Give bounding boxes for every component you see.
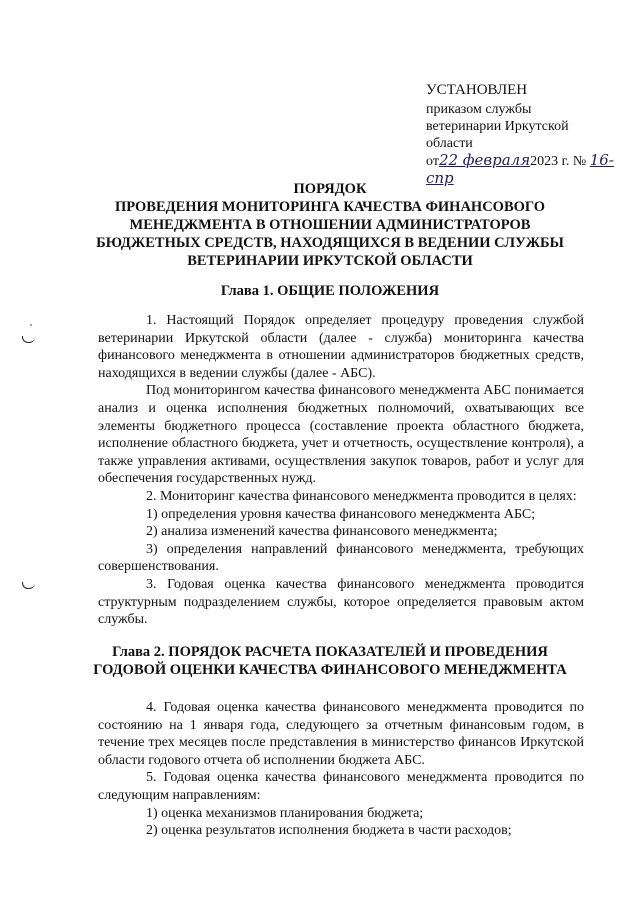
list-item: 3) определения направлений финансового менеджмента, требующих совершенствования.	[98, 541, 584, 575]
handwritten-number: 16-спр	[426, 151, 614, 187]
heading-line: Глава 2. ПОРЯДОК РАСЧЕТА ПОКАЗАТЕЛЕЙ И ПРОВЕДЕНИЯ	[112, 644, 548, 660]
approval-line: приказом службы	[426, 102, 532, 117]
list-item: 1) оценка механизмов планирования бюджета;	[146, 805, 424, 821]
title-line: ВЕТЕРИНАРИИ ИРКУТСКОЙ ОБЛАСТИ	[187, 253, 473, 269]
paragraph: 5. Годовая оценка качества финансового менеджмента проводится по следующим направлениям:	[98, 770, 584, 803]
list-item: 2) анализа изменений качества финансового менеджмента;	[146, 524, 498, 540]
paragraph: 2. Мониторинг качества финансового менеджмента проводится в целях:	[146, 488, 577, 504]
title-line: ПРОВЕДЕНИЯ МОНИТОРИНГА КАЧЕСТВА ФИНАНСОВОГО	[114, 199, 546, 215]
chapter-2-heading	[80, 643, 580, 679]
title-line: ПОРЯДОК	[293, 181, 367, 197]
paragraph: 4. Годовая оценка качества финансового менеджмента проводится по состоянию на 1 января года, следующего за отчетным финансовым годом, в течение трех месяцев после представления в министерство финансов Иркутской области годового отчета об исполнении бюджета АБС.	[98, 700, 584, 768]
paragraph: Под мониторингом качества финансового менеджмента АБС понимается анализ и оценка исполнения бюджетных полномочий, охватывающих все элементы бюджетного процесса (составление проекта областного бюджета, исполнение областного бюджета, учет и отчетность, осуществление контроля), а также управления активами, осуществления закупок товаров, работ и услуг для обеспечения государственных нужд.	[98, 383, 584, 487]
chapter-1-heading: Глава 1. ОБЩИЕ ПОЛОЖЕНИЯ	[220, 283, 440, 299]
approval-line: области	[426, 136, 473, 151]
date-year: 2023 г. №	[530, 154, 587, 169]
handwritten-date: 22 февраля	[438, 151, 531, 169]
document-title	[90, 180, 570, 270]
date-prefix: от	[426, 154, 439, 169]
chapter-1-body	[98, 312, 584, 629]
scan-artifact	[30, 324, 32, 326]
scan-hole-mark	[22, 582, 35, 589]
list-item: 1) определения уровня качества финансового менеджмента АБС;	[146, 506, 536, 522]
paragraph: 3. Годовая оценка качества финансового менеджмента проводится структурным подразделением службы, которое определяется правовым актом службы.	[98, 576, 584, 628]
title-line: БЮДЖЕТНЫХ СРЕДСТВ, НАХОДЯЩИХСЯ В ВЕДЕНИИ СЛУЖБЫ	[96, 235, 564, 251]
title-line: МЕНЕДЖМЕНТА В ОТНОШЕНИИ АДМИНИСТРАТОРОВ	[129, 217, 531, 233]
approval-heading: УСТАНОВЛЕН	[426, 82, 528, 98]
list-item: 2) оценка результатов исполнения бюджета в части расходов;	[146, 823, 512, 839]
scan-hole-mark	[22, 336, 35, 343]
chapter-2-body	[98, 699, 584, 840]
heading-line: ГОДОВОЙ ОЦЕНКИ КАЧЕСТВА ФИНАНСОВОГО МЕНЕДЖМЕНТА	[93, 662, 567, 678]
approval-line: ветеринарии Иркутской	[426, 119, 569, 134]
paragraph: 1. Настоящий Порядок определяет процедуру проведения службой ветеринарии Иркутской области (далее - служба) мониторинга качества финансового менеджмента в отношении администраторов бюджетных средств, находящихся в ведении службы (далее - АБС).	[98, 313, 584, 381]
approval-stamp	[426, 82, 626, 188]
